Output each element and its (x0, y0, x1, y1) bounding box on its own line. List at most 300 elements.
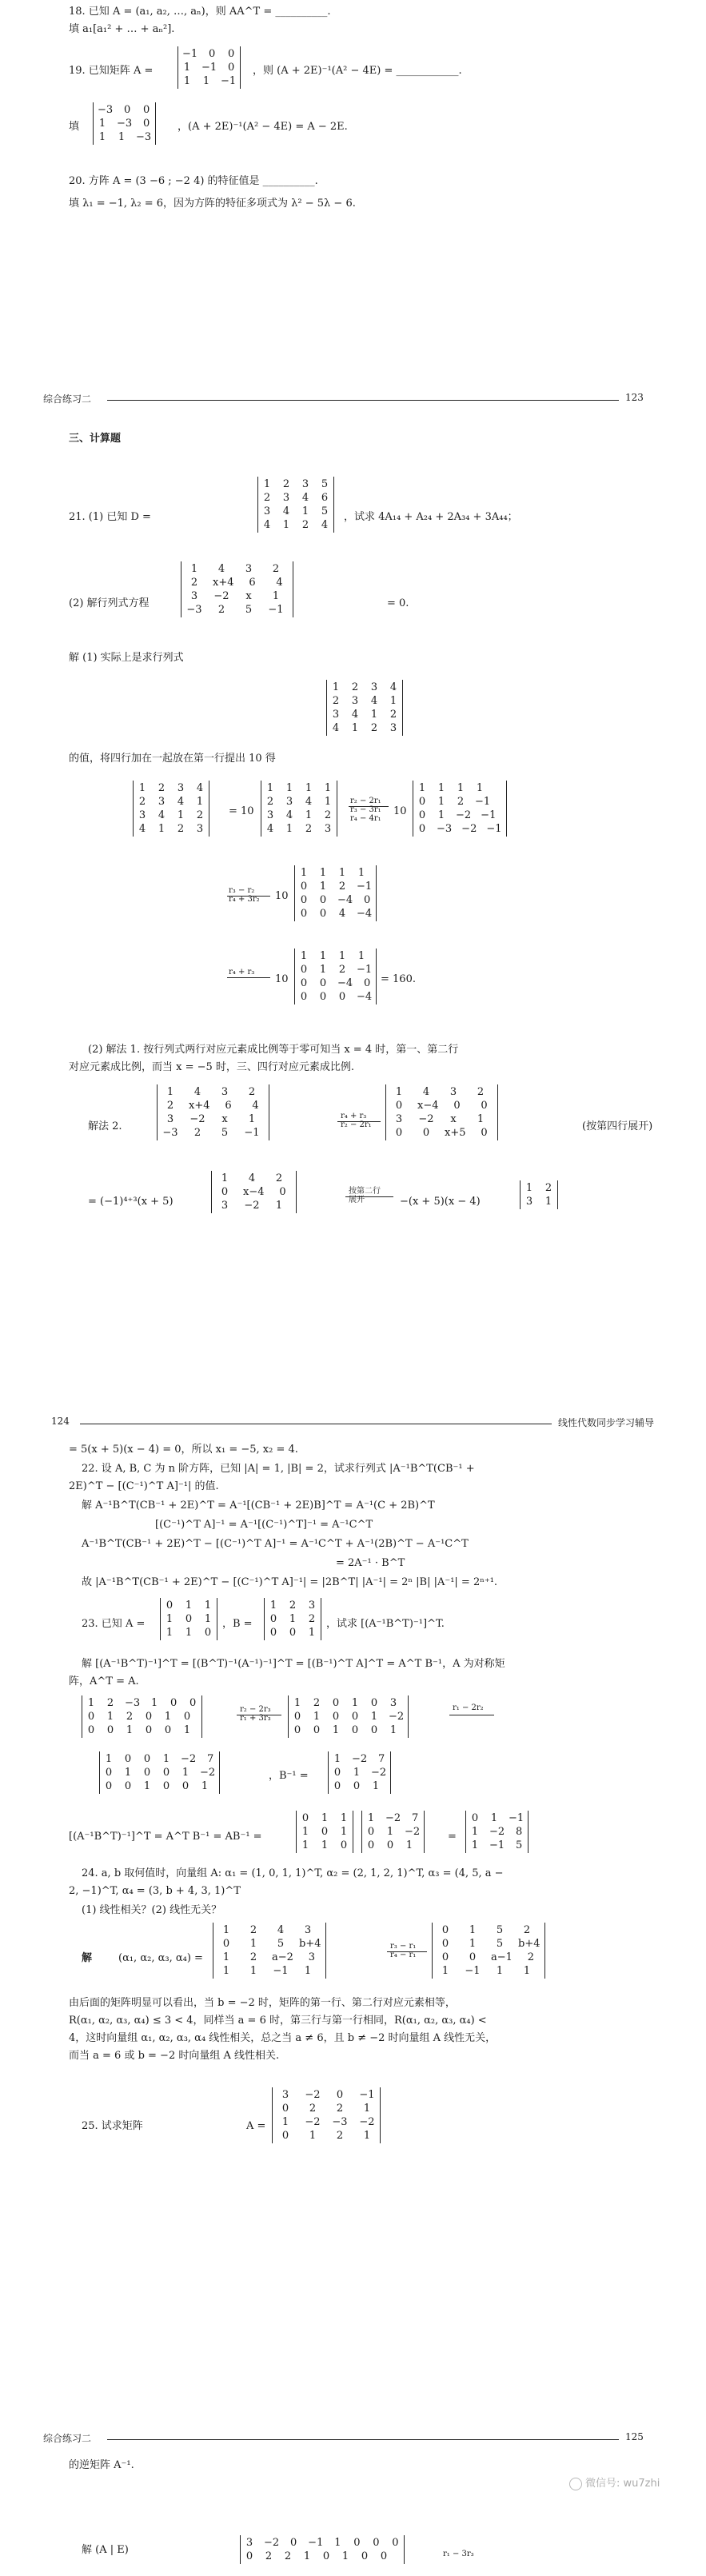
matrix-cell: 0 (471, 1812, 479, 1824)
matrix-cell: −1 (481, 809, 497, 821)
matrix-cell: −4 (357, 991, 373, 1003)
matrix-row (217, 1923, 321, 1937)
matrix-cell: 0 (279, 1186, 286, 1198)
matrix-cell: 0 (145, 1724, 153, 1736)
matrix-cell: 0 (418, 796, 426, 808)
matrix-row (331, 681, 398, 694)
matrix-cell: 0 (481, 1100, 488, 1112)
ops-aug-1: r₂ − 2r₃ r₁ + 3r₃ (240, 1705, 271, 1723)
matrix-cell: 1 (249, 1965, 257, 1977)
matrix-cell: −3 (332, 2116, 348, 2128)
matrix-row (98, 103, 151, 117)
matrix-cell: 0 (364, 894, 371, 906)
q22-sol-4: = 2A⁻¹ · B^T (336, 1557, 405, 1569)
matrix-row (301, 1839, 349, 1852)
matrix-cell: a−1 (491, 1951, 513, 1963)
matrix-cell: 1 (204, 1600, 212, 1611)
matrix-cell: 2 (177, 823, 185, 835)
matrix-cell: 0 (301, 1812, 309, 1824)
matrix-cell: −3 (162, 1127, 178, 1139)
matrix-cell: 0 (319, 908, 327, 920)
matrix-row (185, 562, 289, 576)
matrix-cell: 3 (395, 1113, 403, 1125)
q24-sol-3: 4，这时向量组 α₁, α₂, α₃, α₄ 线性相关，总之当 a ≠ 6，且 b ≠ −2 时向量组 A 线性无关， (69, 2032, 497, 2044)
eq-10-b: 10 (393, 805, 407, 817)
matrix-cell: 1 (183, 1724, 191, 1736)
q23-mid: ，B = (222, 1618, 253, 1630)
matrix-cell: 1 (98, 131, 106, 143)
arrow-step-2 (227, 896, 270, 897)
matrix-cell: 4 (277, 1924, 285, 1936)
matrix-cell: 0 (418, 809, 426, 821)
matrix-cell: 0 (338, 991, 346, 1003)
matrix-cell: 0 (228, 62, 235, 74)
matrix-cell: 5 (496, 1938, 504, 1950)
matrix-cell: −1 (475, 796, 491, 808)
matrix-cell: −1 (268, 604, 284, 616)
matrix-cell: 2 (284, 2550, 292, 2562)
q21b-suffix: = 0. (387, 597, 409, 609)
matrix-cell: 5 (277, 1938, 285, 1950)
matrix-cell: 1 (305, 782, 313, 794)
eq-10: = 10 (229, 805, 254, 817)
det-main (326, 680, 403, 736)
matrix-cell: −2 (181, 1753, 197, 1765)
q21-prefix: 21. (1) 已知 D = (69, 511, 151, 523)
matrix-cell: 2 (266, 796, 274, 808)
matrix-cell: 3 (196, 823, 204, 835)
matrix-cell: 0 (143, 104, 150, 116)
matrix-cell: x+4 (189, 1100, 210, 1112)
matrix-cell: 1 (249, 1938, 257, 1950)
matrix-cell: 2 (332, 695, 340, 707)
matrix-cell: 3 (190, 590, 198, 602)
matrix-cell: 1 (370, 1711, 378, 1723)
matrix-cell: x−4 (243, 1186, 265, 1198)
q23-sol-2: 阵，A^T = A. (69, 1675, 139, 1687)
matrix-cell: 3 (308, 1600, 316, 1611)
q19-suffix: ，则 (A + 2E)⁻¹(A² − 4E) = ____________. (253, 65, 462, 77)
matrix-cell: 0 (300, 964, 308, 976)
matrix-cell: −1 (273, 1965, 289, 1977)
matrix-cell: 2 (370, 722, 378, 734)
matrix-cell: 4 (263, 519, 271, 531)
matrix-cell: 6 (321, 492, 329, 504)
matrix-row (138, 795, 205, 809)
page-header-right: 线性代数同步学习辅导 (558, 1417, 655, 1428)
matrix-cell: 4 (177, 796, 185, 808)
matrix-cell: 0 (228, 48, 235, 60)
matrix-cell: 2 (106, 1697, 114, 1709)
matrix-cell: 1 (319, 964, 327, 976)
matrix-cell: −3 (437, 823, 453, 835)
matrix-cell: −2 (352, 1753, 368, 1765)
matrix-cell: 2 (336, 2130, 344, 2142)
matrix-cell: 1 (544, 1196, 552, 1208)
matrix-cell: 2 (249, 1951, 257, 1963)
matrix-cell: 0 (289, 1627, 297, 1639)
matrix-cell: 1 (319, 950, 327, 962)
det-g (211, 1171, 297, 1213)
matrix-cell: 3 (166, 1113, 174, 1125)
matrix-cell: 2 (301, 519, 309, 531)
matrix-cell: 1 (303, 2550, 311, 2562)
matrix-cell: −2 (305, 2116, 321, 2128)
matrix-cell: 0 (293, 1711, 301, 1723)
matrix-row (98, 117, 151, 130)
matrix-cell: 7 (412, 1812, 419, 1824)
eq-10-c: 10 (275, 890, 289, 902)
matrix-cell: 4 (301, 492, 309, 504)
matrix-cell: 1 (313, 1711, 321, 1723)
matrix-cell: 1 (177, 809, 185, 821)
matrix-cell: 3 (281, 2089, 289, 2101)
page-number: 125 (625, 2431, 644, 2442)
matrix-cell: 1 (202, 75, 210, 87)
matrix-cell: 5 (516, 1839, 523, 1851)
matrix-cell: 3 (266, 809, 274, 821)
matrix-cell: 1 (304, 1965, 312, 1977)
matrix-cell: 3 (304, 1924, 312, 1936)
q21b-prefix: (2) 解行列式方程 (69, 597, 150, 609)
matrix-cell: 0 (281, 2130, 289, 2142)
line-g-suffix: −(x + 5)(x − 4) (400, 1196, 481, 1208)
eq-10-d: 10 (275, 973, 289, 985)
matrix-cell: 0 (183, 1711, 191, 1723)
matrix-cell: 0 (181, 1780, 189, 1792)
matrix-row (437, 1923, 540, 1937)
matrix-row (293, 1723, 404, 1737)
matrix-cell: 1 (275, 1200, 283, 1212)
matrix-cell: 2 (263, 492, 271, 504)
matrix-cell: 1 (190, 563, 198, 575)
matrix-cell: 0 (300, 991, 308, 1003)
matrix-cell: 0 (353, 2537, 361, 2549)
matrix-cell: 4 (248, 1172, 256, 1184)
matrix-cell: −2 (461, 823, 477, 835)
matrix-cell: 1 (333, 1753, 341, 1765)
matrix-cell: 3 (449, 1086, 457, 1098)
matrix-cell: 0 (221, 1186, 229, 1198)
matrix-cell: −1 (244, 1127, 260, 1139)
page-122-fragment (0, 0, 706, 240)
det-step-4 (294, 949, 377, 1004)
header-rule (107, 400, 619, 401)
ops-step-3: r₄ + r₃ (229, 968, 255, 976)
matrix-cell: 1 (437, 796, 445, 808)
matrix-cell: 7 (378, 1753, 385, 1765)
matrix-cell: 0 (333, 1767, 341, 1779)
ops-g: 按第二行 展开 (349, 1187, 381, 1204)
solution-line-2: 的值，将四行加在一起放在第一行提出 10 得 (69, 753, 276, 765)
matrix-cell: 1 (266, 782, 274, 794)
det-step-0 (133, 781, 209, 837)
matrix-row (185, 589, 289, 603)
q21-det-d (257, 477, 334, 533)
matrix-cell: −4 (337, 977, 353, 989)
matrix-cell: 0 (145, 1711, 153, 1723)
matrix-cell: 1 (476, 782, 484, 794)
matrix-cell: 1 (386, 1826, 394, 1838)
matrix-cell: 3 (138, 809, 146, 821)
matrix-row (390, 1112, 493, 1126)
matrix-cell: 2 (338, 964, 346, 976)
matrix-cell: −2 (305, 2089, 321, 2101)
matrix-cell: 3 (351, 695, 359, 707)
matrix-cell: 1 (321, 1839, 329, 1851)
augmented-1 (82, 1695, 202, 1738)
matrix-cell: 1 (477, 1113, 485, 1125)
matrix-cell: 2 (308, 1613, 316, 1625)
matrix-cell: 1 (285, 782, 293, 794)
matrix-row (299, 893, 372, 907)
matrix-row (417, 781, 502, 795)
det-e (157, 1084, 269, 1140)
matrix-cell: 2 (289, 1600, 297, 1611)
matrix-cell: 0 (340, 1839, 348, 1851)
det-f (385, 1084, 498, 1140)
matrix-cell: 0 (166, 1600, 174, 1611)
matrix-cell: 4 (305, 796, 313, 808)
matrix-cell: 3 (389, 1697, 397, 1709)
matrix-cell: −2 (200, 1767, 216, 1779)
matrix-cell: 1 (332, 681, 340, 693)
matrix-cell: 5 (321, 478, 329, 490)
matrix-cell: 2 (305, 823, 313, 835)
matrix-row (366, 1825, 420, 1839)
matrix-row (104, 1752, 215, 1766)
ops-e: r₄ + r₃ r₂ − 2r₁ (341, 1112, 372, 1129)
q24-sol-2: R(α₁, α₂, α₃, α₄) ≤ 3 < 4，同样当 a = 6 时，第三行与第一行相同，R(α₁, α₂, α₃, α₄) < (69, 2015, 487, 2027)
matrix-cell: 1 (340, 1826, 348, 1838)
matrix-cell: 1 (301, 505, 309, 517)
matrix-cell: 1 (185, 1600, 193, 1611)
matrix-cell: 1 (363, 2103, 371, 2115)
matrix-cell: 1 (126, 1724, 134, 1736)
matrix-row (470, 1825, 524, 1839)
arrow-g (345, 1196, 393, 1197)
matrix-cell: −2 (244, 1200, 260, 1212)
matrix-cell: 1 (389, 1724, 397, 1736)
q22-sol-3: A⁻¹B^T(CB⁻¹ + 2E)^T − [(C⁻¹)^T A]⁻¹ = A⁻¹C^T + A⁻¹(2B)^T − A⁻¹C^T (82, 1538, 469, 1550)
matrix-cell: 1 (372, 1780, 380, 1792)
matrix-cell: 4 (138, 823, 146, 835)
matrix-cell: 1 (324, 796, 332, 808)
matrix-cell: 3 (158, 796, 166, 808)
matrix-row (277, 2115, 376, 2129)
matrix-cell: 1 (319, 881, 327, 893)
matrix-cell: 2 (158, 782, 166, 794)
matrix-cell: 3 (221, 1200, 229, 1212)
ops-step-1: r₂ − 2r₁ r₃ − 3r₁ r₄ − 4r₁ (350, 797, 381, 823)
q19-answer-suffix: ，(A + 2E)⁻¹(A² − 4E) = A − 2E. (177, 121, 348, 133)
matrix-cell: 2 (166, 1100, 174, 1112)
matrix-cell: −2 (405, 1826, 421, 1838)
matrix-cell: 1 (353, 1767, 361, 1779)
matrix-cell: 1 (269, 1600, 277, 1611)
matrix-cell: 0 (370, 1724, 378, 1736)
q18-text: 18. 已知 A = (a₁, a₂, …, aₙ)，则 AA^T = __________. (69, 6, 331, 18)
matrix-cell: 0 (441, 1924, 449, 1936)
page-number: 124 (51, 1416, 70, 1427)
matrix-cell: 4 (196, 782, 204, 794)
matrix-cell: b+4 (518, 1938, 540, 1950)
matrix-cell: 4 (389, 681, 397, 693)
matrix-cell: 1 (324, 782, 332, 794)
p125-sol-label: 解 (A | E) (82, 2544, 129, 2556)
matrix-cell: 0 (281, 2103, 289, 2115)
matrix-cell: 4 (282, 505, 290, 517)
matrix-cell: −1 (359, 2089, 375, 2101)
matrix-cell: 1 (363, 2130, 371, 2142)
ops-partial: r₁ − 3r₃ (443, 2550, 474, 2558)
matrix-cell: 1 (166, 1627, 174, 1639)
matrix-cell: 3 (177, 782, 185, 794)
matrix-cell: 1 (300, 867, 308, 879)
matrix-cell: 0 (319, 977, 327, 989)
matrix-row (299, 949, 372, 963)
page-header-left: 综合练习二 (43, 393, 92, 405)
matrix-cell: 0 (300, 977, 308, 989)
matrix-cell: 0 (269, 1613, 277, 1625)
matrix-cell: 0 (143, 118, 150, 130)
matrix-row (390, 1085, 493, 1099)
matrix-cell: 0 (300, 908, 308, 920)
matrix-cell: 1 (457, 782, 465, 794)
matrix-cell: 2 (309, 2103, 317, 2115)
matrix-cell: −2 (189, 1113, 205, 1125)
matrix-cell: −2 (264, 2537, 280, 2549)
matrix-cell: 0 (245, 2550, 253, 2562)
arrow-step-1 (349, 806, 389, 807)
matrix-row (265, 809, 333, 822)
matrix-cell: 2 (336, 2103, 344, 2115)
matrix-row (185, 576, 289, 589)
matrix-cell: −1 (308, 2537, 324, 2549)
matrix-cell: 0 (204, 1627, 212, 1639)
matrix-cell: 0 (336, 2089, 344, 2101)
matrix-cell: 1 (183, 75, 191, 87)
matrix-cell: 1 (319, 867, 327, 879)
matrix-cell: 5 (221, 1127, 229, 1139)
q23-matrix-a (160, 1598, 217, 1640)
matrix-cell: 1 (196, 796, 204, 808)
matrix-cell: 2 (282, 478, 290, 490)
det-step-3 (294, 865, 377, 921)
matrix-row (525, 1181, 553, 1195)
matrix-cell: 2 (217, 604, 225, 616)
matrix-cell: 0 (87, 1724, 95, 1736)
matrix-row (277, 2088, 376, 2102)
matrix-cell: 0 (395, 1127, 403, 1139)
q21-suffix: ，试求 4A₁₄ + A₂₄ + 2A₃₄ + 3A₄₄； (344, 511, 518, 523)
matrix-cell: 0 (209, 48, 216, 60)
matrix-row (470, 1839, 524, 1852)
matrix-cell: 0 (124, 1753, 132, 1765)
matrix-row (165, 1612, 213, 1626)
matrix-row (301, 1825, 349, 1839)
q23-final-prefix: [(A⁻¹B^T)⁻¹]^T = A^T B⁻¹ = AB⁻¹ = (69, 1831, 262, 1843)
matrix-cell: −1 (465, 1965, 481, 1977)
matrix-cell: 0 (332, 1697, 340, 1709)
q24-matrix-1 (213, 1923, 326, 1979)
matrix-cell: 0 (222, 1938, 230, 1950)
matrix-cell: 3 (301, 478, 309, 490)
matrix-cell: 3 (525, 1196, 533, 1208)
matrix-row (245, 2550, 400, 2563)
matrix-cell: 0 (422, 1127, 430, 1139)
matrix-row (470, 1811, 524, 1825)
matrix-cell: 5 (496, 1924, 504, 1936)
matrix-cell: 1 (341, 2550, 349, 2562)
matrix-cell: 2 (338, 881, 346, 893)
matrix-cell: 0 (106, 1724, 114, 1736)
solution2-line-2: 对应元素成比例，而当 x = −5 时，三、四行对应元素成比例. (69, 1061, 355, 1073)
matrix-cell: −3 (117, 118, 133, 130)
matrix-cell: 1 (437, 782, 445, 794)
watermark-text: 微信号: wu7zhi (585, 2478, 660, 2490)
matrix-cell: 1 (87, 1697, 95, 1709)
matrix-cell: 5 (245, 604, 253, 616)
matrix-cell: 0 (185, 1613, 193, 1625)
matrix-row (217, 1964, 321, 1978)
matrix-cell: 1 (293, 1697, 301, 1709)
matrix-row (182, 47, 236, 61)
matrix-cell: 2 (126, 1711, 134, 1723)
matrix-cell: 0 (364, 977, 371, 989)
matrix-row (293, 1710, 404, 1723)
matrix-cell: −2 (371, 1767, 387, 1779)
matrix-row (217, 1937, 321, 1951)
matrix-cell: 0 (351, 1711, 359, 1723)
matrix-row (417, 822, 502, 836)
matrix-row (86, 1710, 197, 1723)
q22-sol-2: [(C⁻¹)^T A]⁻¹ = A⁻¹[(C⁻¹)^T]⁻¹ = A⁻¹C^T (155, 1519, 373, 1531)
q25-matrix (272, 2087, 381, 2143)
q21b-det (181, 561, 293, 617)
matrix-cell: 1 (222, 1965, 230, 1977)
final-result (465, 1811, 529, 1853)
matrix-cell: 1 (395, 1086, 403, 1098)
q19-fill-label: 填 (69, 121, 80, 133)
q19-matrix (177, 46, 241, 89)
det-g2 (520, 1180, 558, 1209)
matrix-cell: 1 (143, 1780, 151, 1792)
matrix-row (104, 1766, 215, 1779)
matrix-cell: 4 (422, 1086, 430, 1098)
matrix-cell: 1 (183, 62, 191, 74)
matrix-cell: −2 (389, 1711, 405, 1723)
matrix-cell: 3 (308, 1951, 316, 1963)
matrix-cell: 4 (332, 722, 340, 734)
matrix-row (333, 1752, 386, 1766)
matrix-cell: 2 (313, 1697, 321, 1709)
matrix-row (437, 1951, 540, 1964)
matrix-cell: 2 (190, 577, 198, 589)
matrix-cell: b+4 (299, 1938, 321, 1950)
ops-aug-2: r₁ − 2r₂ (453, 1703, 484, 1712)
matrix-cell: 1 (105, 1753, 113, 1765)
matrix-cell: 2 (272, 563, 280, 575)
matrix-row (299, 976, 372, 990)
matrix-cell: −2 (359, 2116, 375, 2128)
page-125-fragment (0, 2423, 706, 2576)
matrix-cell: −1 (182, 48, 198, 60)
matrix-cell: 6 (225, 1100, 232, 1112)
matrix-cell: 1 (222, 1951, 230, 1963)
matrix-cell: 0 (170, 1697, 177, 1709)
matrix-cell: 1 (164, 1711, 172, 1723)
